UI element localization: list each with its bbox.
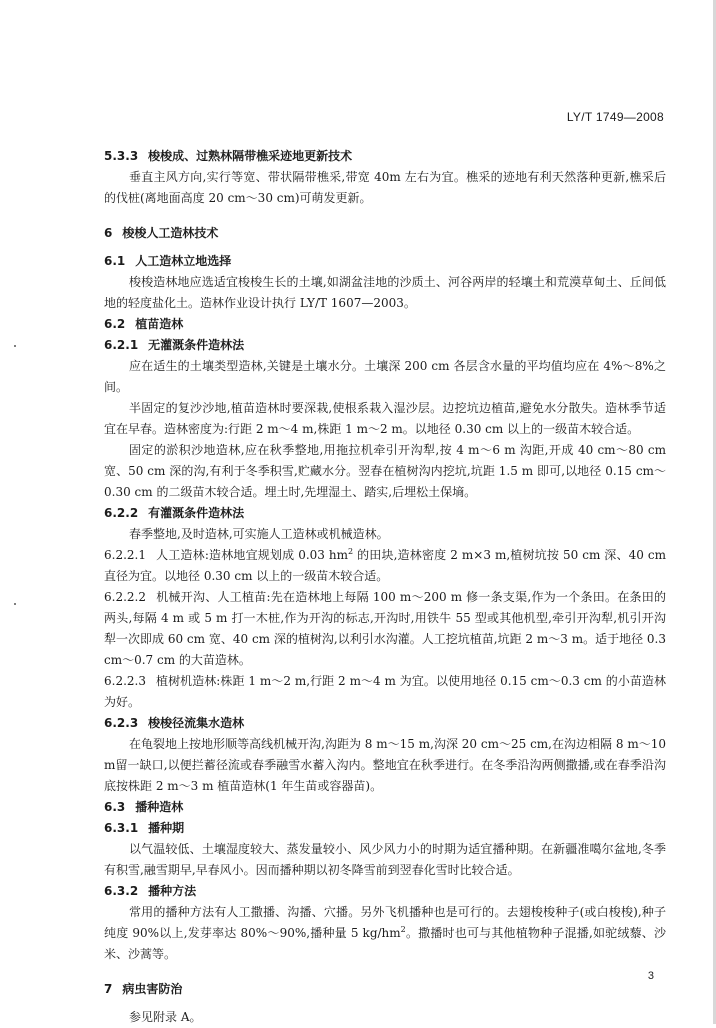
document-code: LY/T 1749—2008 [566,110,664,124]
chapter-heading-7: 7 病虫害防治 [104,982,183,996]
paragraph: 梭梭造林地应选适宜梭梭生长的土壤,如湖盆洼地的沙质土、河谷两岸的轻壤土和荒漠草甸土、丘间低地的轻度盐化土。造林作业设计执行 LY/T 1607—2003。 [104,275,666,310]
paragraph: 在龟裂地上按地形顺等高线机械开沟,沟距为 8 m～15 m,沟深 20 cm～25 cm,在沟边相隔 8 m～10 m留一缺口,以便拦蓄径流或春季融雪水蓄入沟内。整地宜在秋季进行。在冬季沿沟两侧撒播,或在春季沿沟底按株距 2 m～3 m 植苗造林(1 年生苗或容器苗)。 [104,737,666,793]
paragraph: 垂直主风方向,实行等宽、带状隔带樵采,带宽 40m 左右为宜。樵采的迹地有利天然落种更新,樵采后的伐桩(离地面高度 20 cm～30 cm)可萌发更新。 [104,170,666,205]
section-heading-6-3-1: 6.3.1 播种期 [104,821,185,835]
paragraph: 春季整地,及时造林,可实施人工造林或机械造林。 [129,527,389,541]
section-heading-6-2: 6.2 植苗造林 [104,317,184,331]
clause-6-2-2-3: 6.2.2.3 植树机造林:株距 1 m～2 m,行距 2 m～4 m 为宜。以使用地径 0.15 cm～0.3 cm 的小苗造林为好。 [104,674,666,709]
paragraph: 半固定的复沙沙地,植苗造林时要深栽,使根系栽入湿沙层。边挖坑边植苗,避免水分散失。造林季节适宜在早春。造林密度为:行距 2 m～4 m,株距 1 m～2 m。以地径 0.30 cm 以上的一级苗木较合适。 [104,401,666,436]
paragraph: 固定的淤积沙地造林,应在秋季整地,用拖拉机牵引开沟犁,按 4 m～6 m 沟距,开成 40 cm～80 cm 宽、50 cm 深的沟,有利于冬季积雪,贮藏水分。翌春在植树沟内挖坑,坑距 1.5 m 即可,以地径 0.15 cm～0.30 cm 的二级苗木较合适。埋土时,先埋湿土、踏实,后埋松土保墒。 [104,443,666,499]
section-heading-6-2-3: 6.2.3 梭梭径流集水造林 [104,716,245,730]
page-number: 3 [647,970,654,982]
paragraph: 参见附录 A。 [129,1010,202,1024]
section-heading-6-3: 6.3 播种造林 [104,800,184,814]
section-heading-5-3-3: 5.3.3 梭梭成、过熟林隔带樵采迹地更新技术 [104,149,353,163]
chapter-heading-6: 6 梭梭人工造林技术 [104,226,219,240]
section-heading-6-3-2: 6.3.2 播种方法 [104,884,197,898]
clause-6-2-2-2: 6.2.2.2 机械开沟、人工植苗:先在造林地上每隔 100 m～200 m 修一条支渠,作为一个条田。在条田的两头,每隔 4 m 或 5 m 打一木桩,作为开沟的标志,开沟时,用铁牛 55 型或其他机型,牵引开沟犁,机引开沟犁一次即成 60 cm 宽、40 cm 深的植树沟,以利引水沟灌。人工挖坑植苗,坑距 2 m～3 m。适于地径 0.3 cm～0.7 cm 的大苗造林。 [104,590,666,667]
paragraph: 常用的播种方法有人工撒播、沟播、穴播。另外飞机播种也是可行的。去翅梭梭种子(或白梭梭),种子纯度 90%以上,发芽率达 80%～90%,播种量 5 $kg/hm^2$。撒播时也可与其他植物种子混播,如驼绒藜、沙米、沙蒿等。 [104,905,666,961]
scan-speck [14,603,16,605]
document-body [104,146,666,1028]
paragraph: 以气温较低、土壤湿度较大、蒸发量较小、风少风力小的时期为适宜播种期。在新疆准噶尔盆地,冬季有积雪,融雪期早,早春风小。因而播种期以初冬降雪前到翌春化雪时比较合适。 [104,842,666,877]
paragraph: 应在适生的土壤类型造林,关键是土壤水分。土壤深 200 cm 各层含水量的平均值均应在 4%～8%之间。 [104,359,666,394]
section-heading-6-2-2: 6.2.2 有灌溉条件造林法 [104,506,245,520]
clause-6-2-2-1: 6.2.2.1 人工造林:造林地宜规划成 0.03 $hm^2$ 的田块,造林密度 2 m×3 m,植树坑按 50 cm 深、40 cm 直径为宜。以地径 0.30 cm 以上的一级苗木较合适。 [104,547,667,583]
section-heading-6-2-1: 6.2.1 无灌溉条件造林法 [104,338,245,352]
scan-speck [14,345,16,347]
section-heading-6-1: 6.1 人工造林立地选择 [104,254,232,268]
